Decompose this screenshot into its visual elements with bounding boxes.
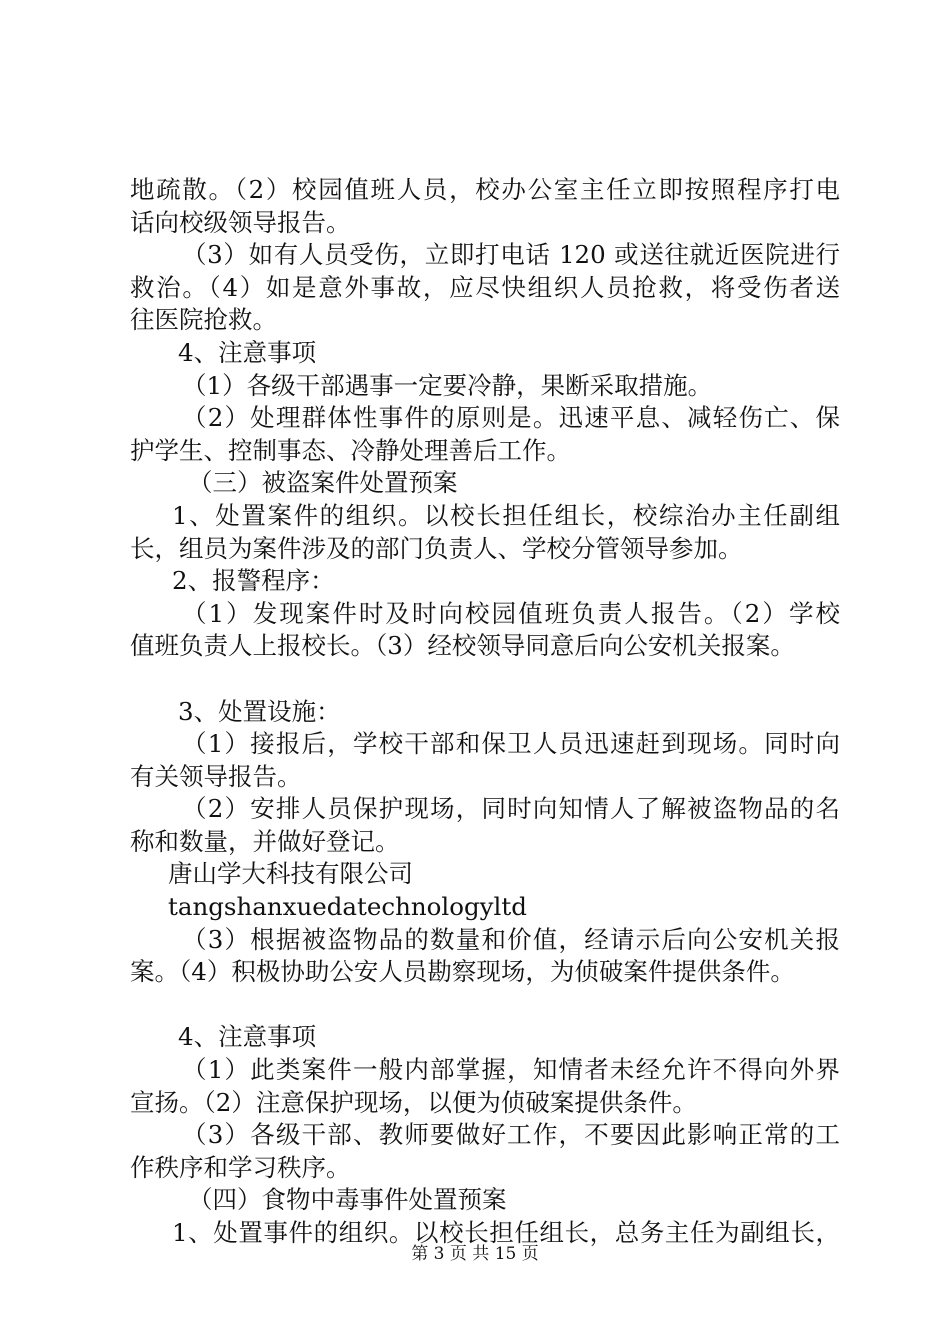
text-line: （3）如有人员受伤，立即打电话 120 或送往就近医院进行	[182, 240, 840, 270]
text-line: 案。（4）积极协助公安人员勘察现场，为侦破案件提供条件。	[130, 957, 795, 987]
text-line: 往医院抢救。	[130, 305, 277, 335]
text-line: 救治。（4）如是意外事故，应尽快组织人员抢救，将受伤者送	[130, 272, 840, 302]
text-line: （2）处理群体性事件的原则是。迅速平息、减轻伤亡、保	[182, 403, 840, 433]
blank-line	[130, 663, 840, 696]
text-line: 宣扬。（2）注意保护现场，以便为侦破案提供条件。	[130, 1087, 697, 1117]
text-line: 称和数量，并做好登记。	[130, 826, 400, 856]
section-heading: （三）被盗案件处置预案	[188, 468, 458, 498]
document-body	[130, 174, 840, 1250]
text-line: 长，组员为案件涉及的部门负责人、学校分管领导参加。	[130, 533, 743, 563]
text-line: （2）安排人员保护现场，同时向知情人了解被盗物品的名	[182, 794, 840, 824]
text-line: 话向校级领导报告。	[130, 207, 351, 237]
text-line: 作秩序和学习秩序。	[130, 1152, 351, 1182]
section-heading: 4、注意事项	[178, 337, 317, 367]
page-number-footer: 第 3 页 共 15 页	[411, 1244, 539, 1264]
text-line: 1、处置案件的组织。以校长担任组长，校综治办主任副组	[172, 500, 840, 530]
text-line: （3）各级干部、教师要做好工作，不要因此影响正常的工	[182, 1120, 840, 1150]
text-line: 有关领导报告。	[130, 761, 302, 791]
section-heading: （四）食物中毒事件处置预案	[188, 1185, 507, 1215]
blank-line	[130, 989, 840, 1022]
section-heading: 2、报警程序：	[172, 566, 335, 596]
text-line: （1）接报后，学校干部和保卫人员迅速赶到现场。同时向	[182, 729, 840, 759]
company-name: 唐山学大科技有限公司	[168, 859, 413, 889]
text-line: （1）各级干部遇事一定要冷静，果断采取措施。	[182, 370, 713, 400]
text-line: （1）发现案件时及时向校园值班负责人报告。（2）学校	[182, 598, 840, 628]
text-line: （1）此类案件一般内部掌握，知情者未经允许不得向外界	[182, 1055, 840, 1085]
text-line: （3）根据被盗物品的数量和价值，经请示后向公安机关报	[182, 924, 840, 954]
text-line: 地疏散。（2）校园值班人员，校办公室主任立即按照程序打电	[130, 175, 840, 204]
text-line: 护学生、控制事态、冷静处理善后工作。	[130, 435, 571, 465]
text-line: 值班负责人上报校长。（3）经校领导同意后向公安机关报案。	[130, 631, 795, 661]
section-heading: 3、处置设施：	[178, 696, 341, 726]
company-name-latin: tangshanxuedatechnologyltd	[168, 892, 527, 922]
section-heading: 4、注意事项	[178, 1022, 317, 1052]
text-line: 1、处置事件的组织。以校长担任组长，总务主任为副组长，	[172, 1218, 840, 1247]
